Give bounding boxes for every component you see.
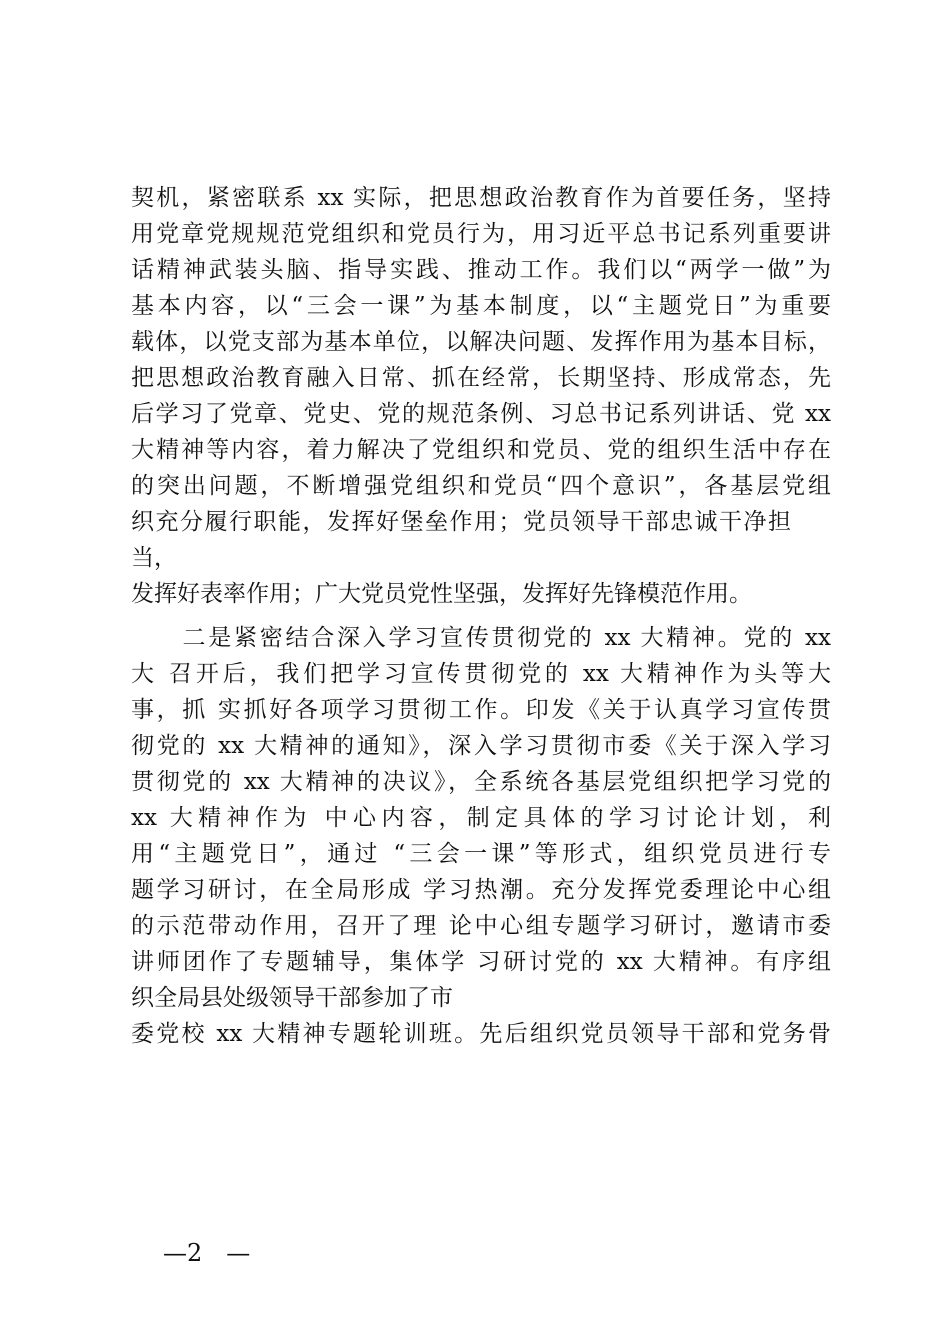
text-line: 题学习研讨，在全局形成 学习热潮。充分发挥党委理论中心组 <box>131 877 831 903</box>
text-line: 把思想政治教育融入日常、抓在经常，长期坚持、形成常态，先 <box>131 365 831 391</box>
text-line: 织全局县处级领导干部参加了市 <box>131 985 453 1011</box>
text-line: 用党章党规规范党组织和党员行为，用习近平总书记系列重要讲 <box>131 221 831 247</box>
text-line: 发挥好表率作用；广大党员党性坚强，发挥好先锋模范作用。 <box>131 581 752 607</box>
text-line: 委党校 xx 大精神专题轮训班。先后组织党员领导干部和党务骨 <box>131 1021 831 1047</box>
text-line: 载体，以党支部为基本单位，以解决问题、发挥作用为基本目标， <box>131 329 831 355</box>
text-line: 基本内容，以“三会一课”为基本制度，以“主题党日”为重要 <box>131 293 831 319</box>
text-line: 贯彻党的 xx 大精神的决议》，全系统各基层党组织把学习党的 <box>131 769 831 795</box>
text-line: 讲师团作了专题辅导，集体学 习研讨党的 xx 大精神。有序组 <box>131 949 831 975</box>
text-line: 当， <box>131 545 177 571</box>
text-line: 的示范带动作用，召开了理 论中心组专题学习研讨，邀请市委 <box>131 913 831 939</box>
text-line: 契机，紧密联系 xx 实际，把思想政治教育作为首要任务，坚持 <box>131 185 831 211</box>
page-number: —2 — <box>163 1239 251 1267</box>
text-line: 大 召开后，我们把学习宣传贯彻党的 xx 大精神作为头等大 <box>131 661 831 687</box>
text-line: 织充分履行职能，发挥好堡垒作用；党员领导干部忠诚干净担 <box>131 509 791 535</box>
text-line: 后学习了党章、党史、党的规范条例、习总书记系列讲话、党 xx <box>131 401 831 427</box>
text-line: xx 大精神作为 中心内容，制定具体的学习讨论计划，利 <box>131 805 831 831</box>
paragraph-first-line: 二是紧密结合深入学习宣传贯彻党的 xx 大精神。党的 xx <box>131 625 831 651</box>
text-line: 事，抓 实抓好各项学习贯彻工作。印发《关于认真学习宣传贯 <box>131 697 831 723</box>
text-line: 彻党的 xx 大精神的通知》，深入学习贯彻市委《关于深入学习 <box>131 733 831 759</box>
text-line: 的突出问题，不断增强党组织和党员“四个意识”，各基层党组 <box>131 473 831 499</box>
text-line: 话精神武装头脑、指导实践、推动工作。我们以“两学一做”为 <box>131 257 831 283</box>
text-line: 大精神等内容，着力解决了党组织和党员、党的组织生活中存在 <box>131 437 831 463</box>
text-line: 用“主题党日”，通过 “三会一课”等形式，组织党员进行专 <box>131 841 831 867</box>
